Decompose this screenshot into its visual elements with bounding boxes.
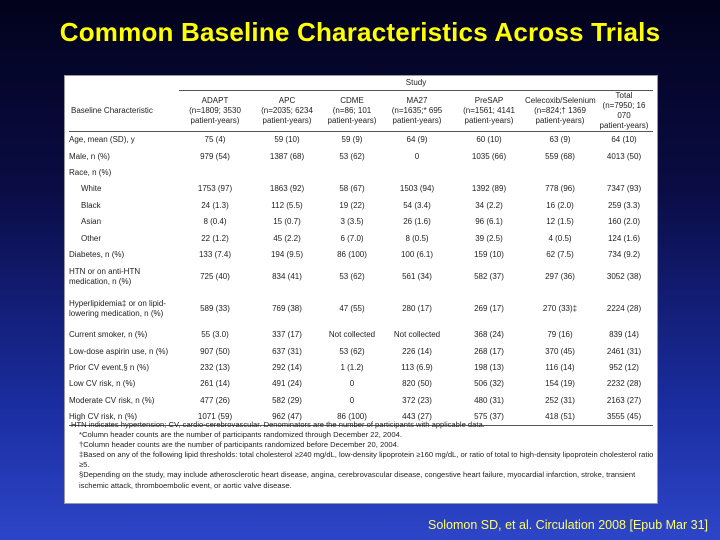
column-header-row: [69, 91, 653, 132]
column-header-adapt: ADAPT (n=1809; 3530 patient-years): [189, 96, 241, 125]
footnote-abbreviations: HTN indicates hypertension; CV, cardio-cerebrovascular. Denominators are the number of participants with applicable data.: [71, 420, 485, 429]
characteristic-header: Baseline Characteristic: [71, 105, 153, 115]
table-row-high-cv-risk: High CV risk, n (%) 1071 (59) 962 (47) 86 (100) 443 (27) 575 (37) 418 (51) 3555 (45): [69, 409, 653, 426]
table-row-moderate-cv-risk: Moderate CV risk, n (%) 477 (26) 582 (29) 0 372 (23) 480 (31) 252 (31) 2163 (27): [69, 395, 642, 405]
table-row-current-smoker: Current smoker, n (%) 55 (3.0) 337 (17) Not collected Not collected 368 (24) 79 (16) 839 (14): [69, 330, 639, 340]
baseline-characteristics-table: [69, 76, 653, 426]
footnote-celecoxib-count: †Column header counts are the number of participants randomized before December 20, 2004.: [79, 440, 399, 450]
table-row-other: Other 22 (1.2) 45 (2.2) 6 (7.0) 8 (0.5) 39 (2.5) 4 (0.5) 124 (1.6): [81, 233, 641, 243]
footnote-ma27-count: *Column header counts are the number of participants randomized through December 22, 2004.: [79, 430, 402, 440]
footnote-prior-cv-event: §Depending on the study, may include atherosclerotic heart disease, angina, cerebrovascular disease, congestive heart failure, myocardial infarction, stroke, transient ischemic attack, thromboembolic event, or aortic valve disease.: [79, 470, 636, 490]
column-header-cdme: CDME (n=86; 101 patient-years): [327, 96, 377, 125]
table-row-prior-cv-event: Prior CV event,§ n (%) 232 (13) 292 (14) 1 (1.2) 113 (6.9) 198 (13) 116 (14) 952 (12): [69, 363, 639, 373]
column-header-total: Total (n=7950; 16 070 patient-years): [599, 91, 649, 130]
table-row-age: Age, mean (SD), y 75 (4) 59 (10) 59 (9) 64 (9) 60 (10) 63 (9) 64 (10): [69, 135, 637, 145]
column-header-presap: PreSAP (n=1561; 4141 patient-years): [463, 96, 515, 125]
table-row-htn: HTN or on anti-HTN medication, n (%) 725 (40) 834 (41) 53 (62) 561 (34) 582 (37) 297 (36) 3052 (38): [69, 266, 642, 286]
column-header-ma27: MA27 (n=1635;* 695 patient-years): [391, 96, 443, 125]
table-row-white: White 1753 (97) 1863 (92) 58 (67) 1503 (94) 1392 (89) 778 (96) 7347 (93): [81, 184, 642, 194]
table-row-asian: Asian 8 (0.4) 15 (0.7) 3 (3.5) 26 (1.6) 96 (6.1) 12 (1.5) 160 (2.0): [81, 217, 641, 227]
citation: Solomon SD, et al. Circulation 2008 [Epub Mar 31]: [427, 518, 708, 532]
baseline-table-panel: [64, 75, 658, 504]
column-header-apc: APC (n=2035; 6234 patient-years): [261, 96, 313, 125]
slide-title: Common Baseline Characteristics Across Trials: [59, 17, 661, 47]
table-row-race: Race, n (%): [69, 167, 112, 177]
footnote-lipid-thresholds: ‡Based on any of the following lipid thresholds: total cholesterol ≥240 mg/dL, low-density lipoprotein ≥160 mg/dL, or ratio of total to high-density lipoprotein cholesterol ratio ≥5.: [79, 450, 654, 470]
table-row-hyperlipidemia: Hyperlipidemia‡ or on lipid-lowering medication, n (%) 589 (33) 769 (38) 47 (55) 280 (17) 269 (17) 270 (33)‡ 2224 (28): [69, 298, 642, 318]
study-header: Study: [179, 76, 653, 91]
table-row-diabetes: Diabetes, n (%) 133 (7.4) 194 (9.5) 86 (100) 100 (6.1) 159 (10) 62 (7.5) 734 (9.2): [69, 249, 641, 259]
column-header-celecoxib-selenium: Celecoxib/Selenium (n=824;† 1369 patient-years): [525, 96, 596, 125]
table-row-aspirin: Low-dose aspirin use, n (%) 907 (50) 637 (31) 53 (62) 226 (14) 268 (17) 370 (45) 2461 (31): [69, 346, 642, 356]
table-row-black: Black 24 (1.3) 112 (5.5) 19 (22) 54 (3.4) 34 (2.2) 16 (2.0) 259 (3.3): [81, 200, 641, 210]
table-row-male: Male, n (%) 979 (54) 1387 (68) 53 (62) 0 1035 (66) 559 (68) 4013 (50): [69, 151, 642, 161]
table-row-low-cv-risk: Low CV risk, n (%) 261 (14) 491 (24) 0 820 (50) 506 (32) 154 (19) 2232 (28): [69, 379, 642, 389]
table-footnotes: [71, 420, 655, 491]
